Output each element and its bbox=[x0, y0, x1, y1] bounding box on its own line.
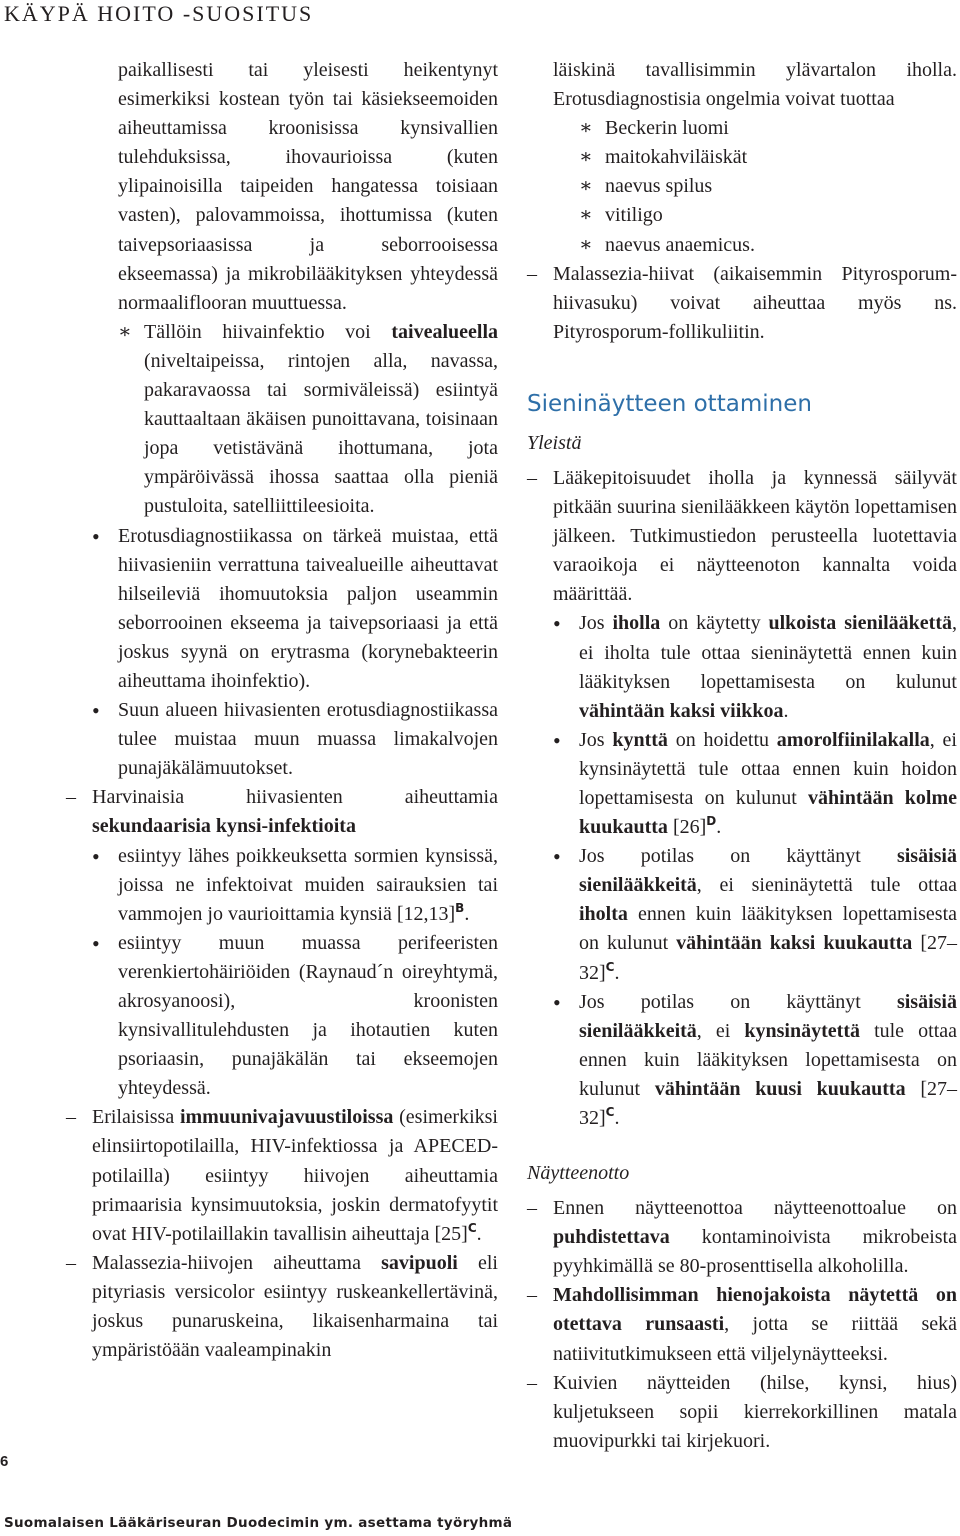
bullet-icon: • bbox=[92, 930, 100, 956]
dash-icon: – bbox=[527, 1197, 537, 1220]
bullet-icon: • bbox=[553, 989, 561, 1015]
left-column bbox=[66, 56, 498, 1365]
asterisk-icon: ∗ bbox=[579, 146, 593, 169]
document-header: KÄYPÄ HOITO -SUOSITUS bbox=[4, 1, 314, 26]
bullet-icon: • bbox=[553, 844, 561, 870]
dash-kuljetus: – Kuivien näytteiden (hilse, kynsi, hius) kuljetukseen sopii kierrekorkillinen matala muovipurkki tai kirjekuori. bbox=[527, 1369, 957, 1456]
dash-savipuoli: – Malassezia-hiivojen aiheuttama savipuoli eli pityriasis versicolor esiintyy ruskeankellertävinä, joskus punaruskeina, likaisenharmaina tai ympäristöään vaaleampinakin bbox=[66, 1249, 498, 1365]
star-item: ∗ Beckerin luomi bbox=[527, 114, 957, 143]
dash-icon: – bbox=[527, 466, 537, 489]
bullet-erotusdiagnostiikka: • Erotusdiagnostiikassa on tärkeä muistaa, että hiivasieniin verrattuna taivealueille aiheuttavat hilseileviä ihomuutoksia paljon useammin seborrooinen ekseema ja taivepsoriaasi ja että joskus syynä on erytrasma (korynebakteerin aiheuttama ihoinfektio). bbox=[92, 523, 498, 692]
bullet-icon: • bbox=[92, 523, 100, 549]
dash-icon: – bbox=[527, 1371, 537, 1394]
dash-immuunivajavuus: – Erilaisissa immuunivajavuustiloissa (esimerkiksi elinsiirtopotilailla, HIV-infektiossa ja APECED-potilailla) esiintyy hiivojen aiheuttamia primaarisia kynsimuutoksia, joskin dermatofyytit ovat HIV-potilaillakin tavallisin aiheuttaja $[25]^C$. bbox=[66, 1103, 498, 1248]
evidence-grade: C bbox=[605, 959, 615, 974]
asterisk-icon: ∗ bbox=[579, 233, 593, 256]
asterisk-icon: ∗ bbox=[579, 175, 593, 198]
asterisk-icon: ∗ bbox=[579, 204, 593, 227]
bullet-sormien-kynnet: • esiintyy lähes poikkeuksetta sormien kynsissä, joissa ne infektoivat muiden sairauksien tai vammojen jo vaurioittamia kynsiä $[12,13]^B$. bbox=[92, 843, 498, 925]
evidence-grade: C bbox=[605, 1105, 615, 1119]
subsection-title: Näytteenotto bbox=[527, 1162, 630, 1185]
dash-icon: – bbox=[527, 1284, 537, 1307]
bullet-icon: • bbox=[92, 698, 100, 724]
paragraph-continuation: läiskinä tavallisimmin ylävartalon iholla. Erotusdiagnostisia ongelmia voivat tuottaa bbox=[553, 59, 957, 111]
dash-icon: – bbox=[66, 1251, 76, 1274]
star-item: ∗ naevus anaemicus. bbox=[527, 231, 957, 260]
bullet-icon: • bbox=[553, 611, 561, 637]
section-title: Sieninäytteen ottaminen bbox=[527, 390, 812, 417]
dash-sekundaariset-kynsi-infektiot: – Harvinaisia hiivasienten aiheuttamia sekundaarisia kynsi-infektioita bbox=[66, 783, 498, 841]
asterisk-icon: ∗ bbox=[118, 320, 132, 343]
asterisk-icon: ∗ bbox=[579, 117, 593, 140]
dash-naytemaara: – Mahdollisimman hienojakoista näytettä on otettava runsaasti, jotta se riittää sekä natiivitutkimukseen että viljelynäytteeksi. bbox=[527, 1281, 957, 1368]
paragraph-continuation: paikallisesti tai yleisesti heikentynyt esimerkiksi kostean työn tai käsiekseemoiden aiheuttamissa kroonisissa kynsivallien tulehduksissa, ihovaurioissa (kuten ylipainoisilla taipeiden hangatessa toisiaan vasten), palovammoissa, ihottumissa (kuten taivepsoriaasissa ja seborrooisessa ekseemassa) ja mikrobilääkityksen yhteydessä normaaliflooran muuttuessa. bbox=[118, 59, 498, 314]
evidence-grade: C bbox=[467, 1220, 477, 1235]
right-column bbox=[527, 56, 957, 1456]
bullet-sisainen-kynsi: • Jos potilas on käyttänyt sisäisiä sienilääkkeitä, ei kynsinäytettä tule ottaa ennen kuin lääkityksen lopettamisesta on kulunut vähintään kuusi kuukautta $[27-32]^C$. bbox=[553, 989, 958, 1129]
document-footer: Suomalaisen Lääkäriseuran Duodecimin ym. asettama työryhmä bbox=[4, 1515, 513, 1531]
page-number: 6 bbox=[0, 1453, 9, 1470]
dash-icon: – bbox=[527, 262, 537, 285]
bullet-iho-ulkoinen: • Jos iholla on käytetty ulkoista sienilääkettä, ei iholta tule ottaa sieninäytettä ennen kuin lääkityksen lopettamisesta on kulunut vähintään kaksi viikkoa. bbox=[553, 611, 957, 722]
dash-malassezia: – Malassezia-hiivat (aikaisemmin Pityrosporum-hiivasuku) voivat aiheuttaa myös ns. Pityrosporum-follikuliitin. bbox=[527, 260, 957, 347]
evidence-grade: B bbox=[455, 900, 465, 915]
star-item: ∗ naevus spilus bbox=[527, 172, 957, 201]
evidence-grade: D bbox=[706, 814, 717, 829]
bullet-icon: • bbox=[553, 727, 561, 753]
dash-puhdistus: – Ennen näytteenottoa näytteenottoalue on puhdistettava kontaminoivista mikrobeista pyyhkimällä se 80-prosenttisella alkoholilla. bbox=[527, 1194, 957, 1281]
star-item: ∗ vitiligo bbox=[527, 201, 957, 230]
subsection-title: Yleistä bbox=[527, 431, 582, 454]
bullet-perifeeriset: • esiintyy muun muassa perifeeristen verenkiertohäiriöiden (Raynaud´n oireyhtymä, akrosyanoosi), kroonisten kynsivallitulehdusten ja ihotautien kuten psoriaasin, punajäkälän tai ekseemojen yhteydessä. bbox=[92, 930, 498, 1100]
star-item-taivealue: ∗ Tällöin hiivainfektio voi taivealueella (niveltaipeissa, rintojen alla, navassa, pakaravaossa tai sormiväleissä) esiintyä kauttaaltaan äkäisen punoittavana, toisinaan jopa vetistävänä ihottumana, jota ympäröivässä ihossa saattaa olla pieniä pustuloita, satelliittileesioita. bbox=[66, 318, 498, 522]
dash-icon: – bbox=[66, 786, 76, 809]
dash-laakepitoisuudet: – Lääkepitoisuudet iholla ja kynnessä säilyvät pitkään suurina sienilääkkeen käytön lopettamisen jälkeen. Tutkimustiedon perusteella luotettavia varaoikoja ei näytteenoton kannalta voida määrittää. bbox=[527, 464, 957, 609]
star-item: ∗ maitokahviläiskät bbox=[527, 143, 957, 172]
bullet-icon: • bbox=[92, 843, 100, 869]
bullet-sisainen-iho: • Jos potilas on käyttänyt sisäisiä sienilääkkeitä, ei sieninäytettä tule ottaa iholta ennen kuin lääkityksen lopettamisesta on kulunut vähintään kaksi kuukautta $[27-32]^C$. bbox=[553, 844, 957, 984]
bullet-kynsi-amorolfiini: • Jos kynttä on hoidettu amorolfiinilakalla, ei kynsinäytettä tule ottaa ennen kuin hoidon lopettamisesta on kulunut vähintään kolme kuukautta $[26]^D$. bbox=[553, 727, 957, 839]
bullet-suun-alue: • Suun alueen hiivasienten erotusdiagnostiikassa tulee muistaa muun muassa limakalvojen punajäkälämuutokset. bbox=[92, 698, 498, 780]
dash-icon: – bbox=[66, 1106, 76, 1129]
